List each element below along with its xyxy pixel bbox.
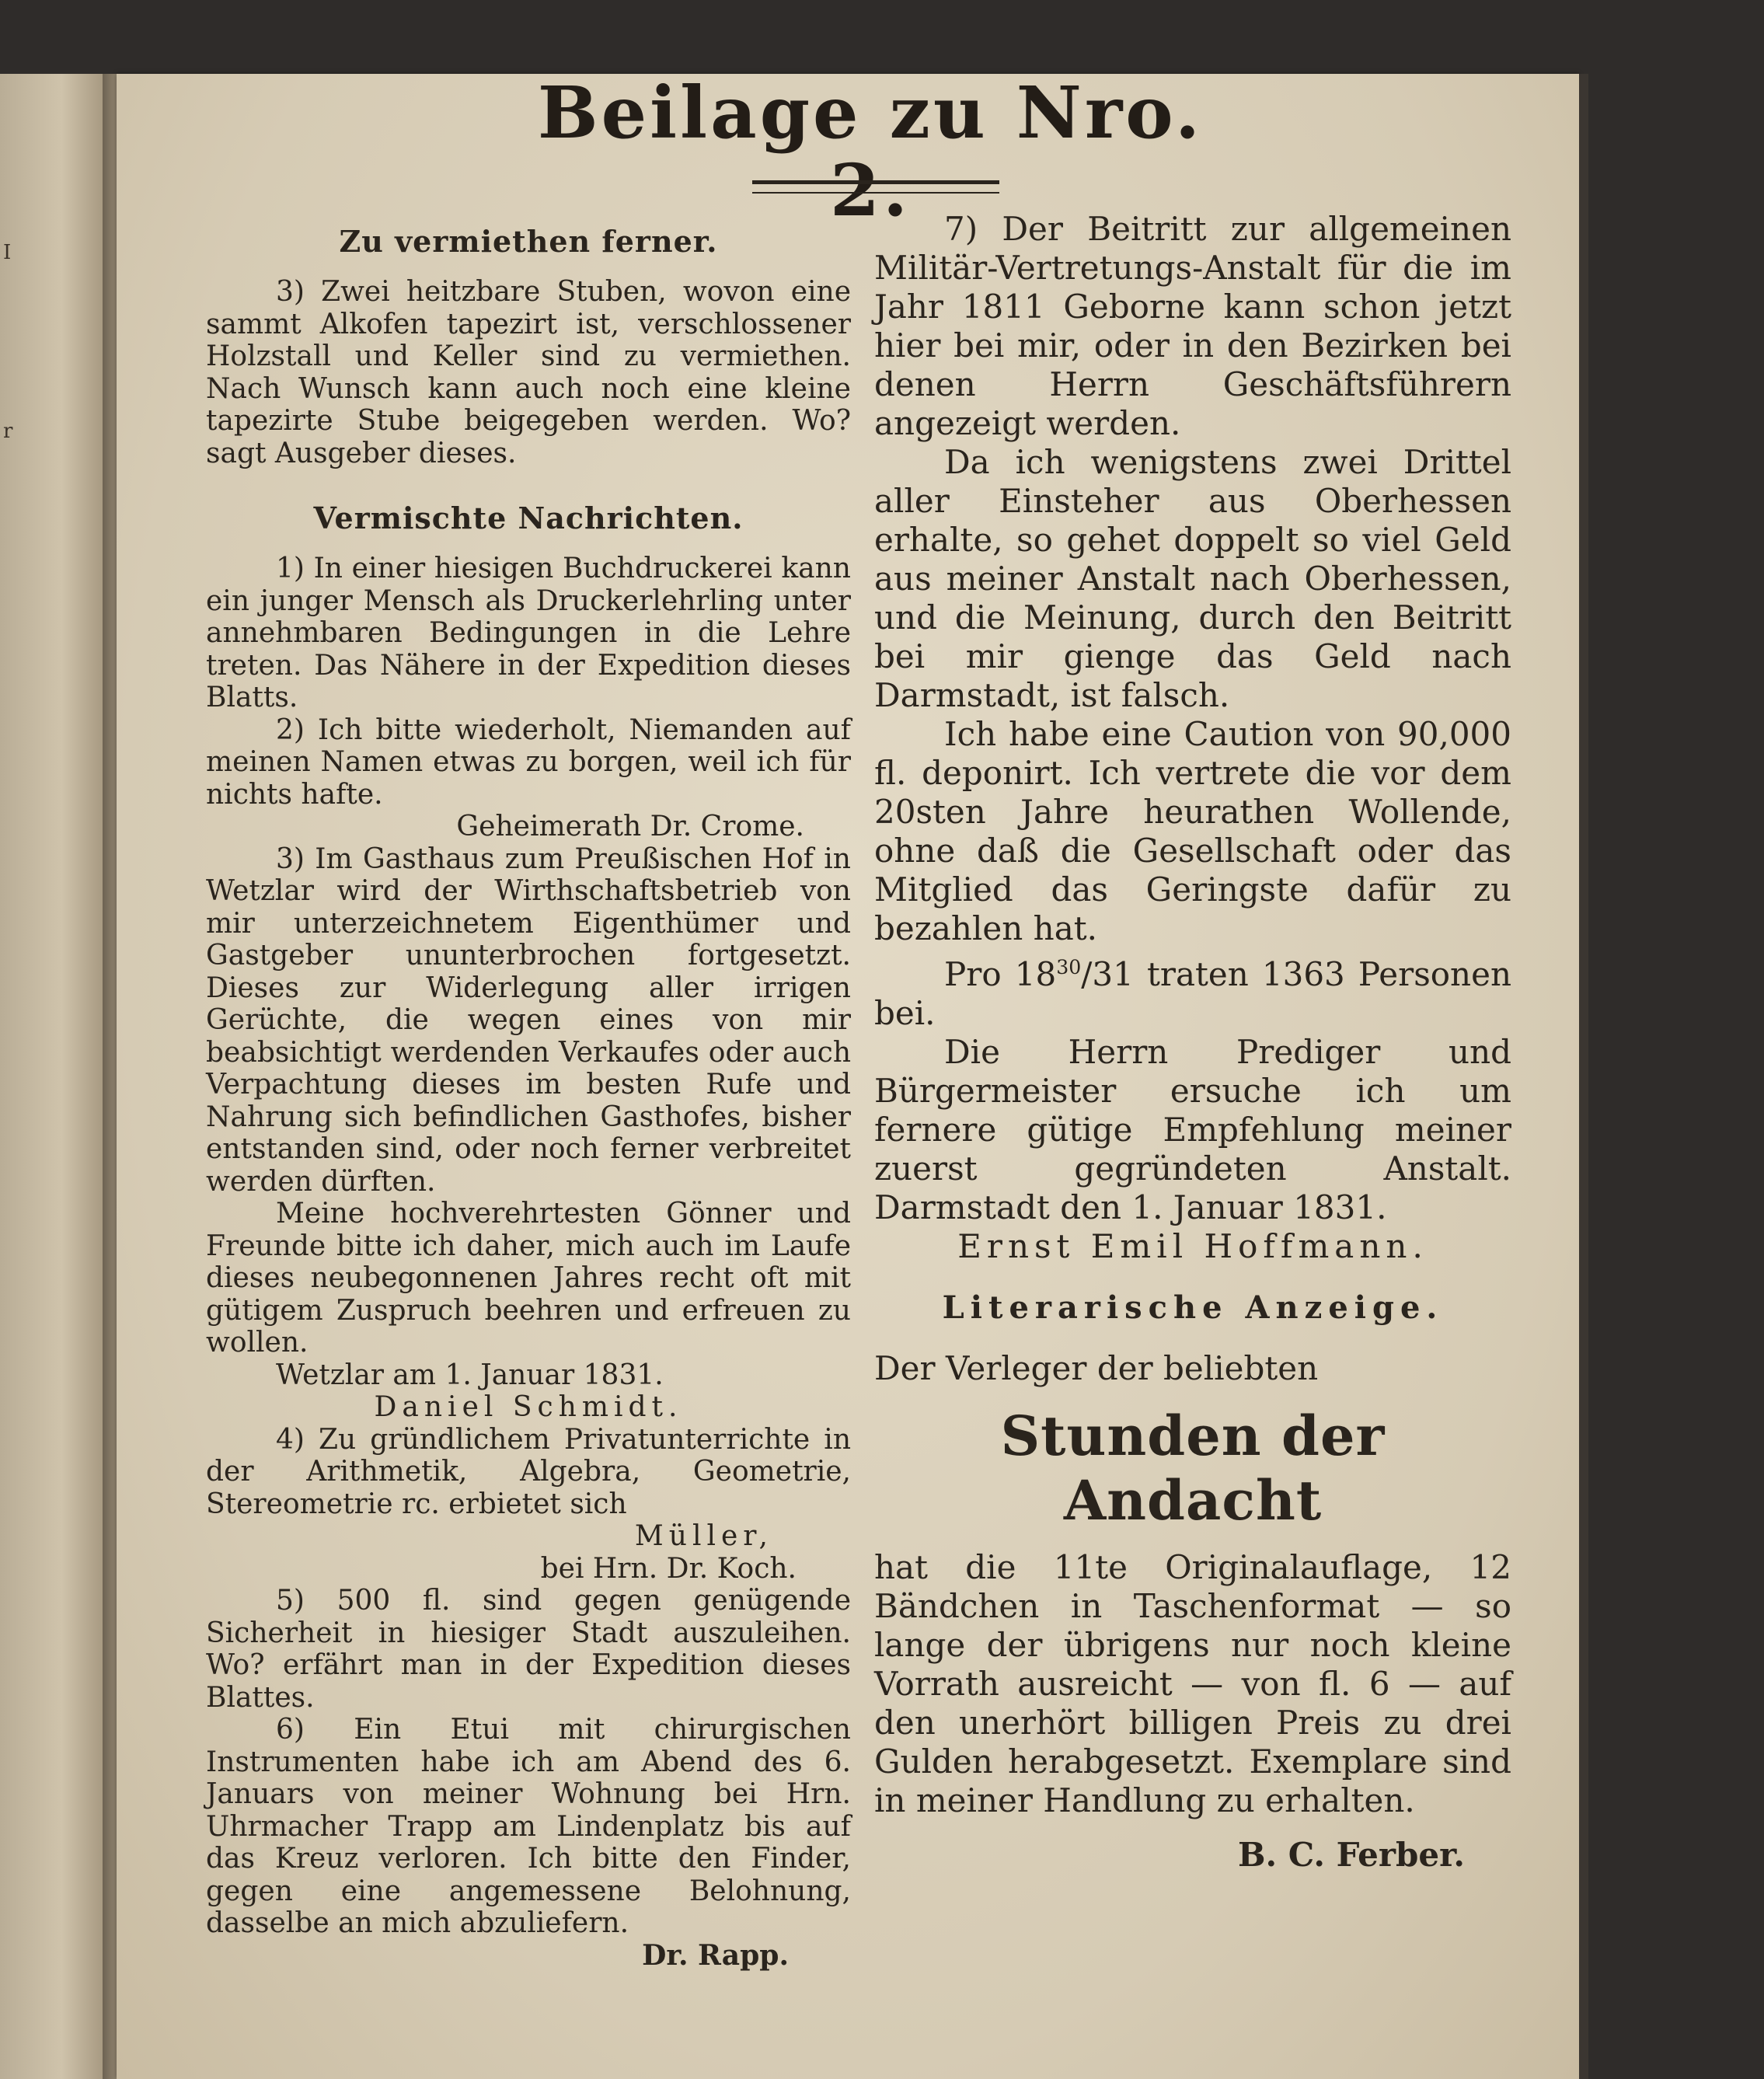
section-heading: Vermischte Nachrichten. bbox=[313, 501, 744, 535]
book-title: Stunden der Andacht bbox=[1000, 1404, 1386, 1533]
notice-2-credit: 2) Ich bitte wiederholt, Niemanden auf meinen Namen etwas zu borgen, weil ich für nichts hafte. bbox=[206, 713, 851, 811]
left-column bbox=[206, 210, 851, 1972]
signature: Ernst Emil Hoffmann. bbox=[957, 1227, 1428, 1265]
statistic-prefix: Pro 18 bbox=[944, 955, 1057, 993]
signature: Dr. Rapp. bbox=[642, 1938, 789, 1972]
signature: Müller, bbox=[634, 1520, 773, 1552]
notice-6-lost: 6) Ein Etui mit chirurgischen Instrumenten habe ich am Abend des 6. Januars von meiner Wohnung bei Hrn. Uhrmacher Trapp am Lindenplatz bis auf das Kreuz verloren. Ich bitte den Finder, gegen eine angemessene Belohnung, dasselbe an mich abzuliefern. bbox=[206, 1714, 851, 1939]
notice-3-inn: 3) Im Gasthaus zum Preußischen Hof in Wetzlar wird der Wirthschaftsbetrieb von mir unterzeichnetem Eigenthümer und Gastgeber ununterbrochen fortgesetzt. Dieses zur Widerlegung aller irrigen Gerüchte, die wegen eines von mir beabsichtigt werdenden Verkaufes oder auch Verpachtung dieses im besten Rufe und Nahrung sich befindlichen Gasthofes, bisher entstanden sind, oder noch ferner verbreitet werden dürften. bbox=[206, 842, 851, 1198]
notice-7-statistic bbox=[874, 948, 1511, 1033]
signature: B. C. Ferber. bbox=[1237, 1836, 1465, 1874]
notice-3-rooms: 3) Zwei heitzbare Stuben, wovon eine sammt Alkofen tapezirt ist, verschlossener Holzstall und Keller sind zu vermiethen. Nach Wunsch kann auch noch eine kleine tapezirte Stube beigegeben werden. Wo? sagt Ausgeber dieses. bbox=[206, 276, 851, 469]
notice-3-inn-cont: Meine hochverehrtesten Gönner und Freunde bitte ich daher, mich auch im Laufe dieses neubegonnenen Jahres recht oft mit gütigem Zuspruch beehren und erfreuen zu wollen. bbox=[206, 1198, 851, 1359]
signature: Geheimerath Dr. Crome. bbox=[456, 811, 804, 842]
masthead-rule bbox=[752, 180, 999, 194]
right-column bbox=[874, 210, 1511, 1875]
page-edge bbox=[1579, 74, 1588, 2079]
notice-5-loan: 5) 500 fl. sind gegen genügende Sicherheit in hiesiger Stadt auszuleihen. Wo? erfährt man in der Expedition dieses Blattes. bbox=[206, 1585, 851, 1714]
masthead: Beilage zu Nro. 2. bbox=[537, 71, 1204, 232]
notice-4-tutoring: 4) Zu gründlichem Privatunterrichte in der Arithmetik, Algebra, Geometrie, Stereometrie rc. erbietet sich bbox=[206, 1423, 851, 1520]
place-date: Wetzlar am 1. Januar 1831. bbox=[276, 1359, 664, 1391]
facing-page-edge bbox=[0, 74, 103, 2079]
section-heading: Zu vermiethen ferner. bbox=[339, 224, 718, 259]
notice-7-paragraph: Die Herrn Prediger und Bürgermeister ersuche ich um fernere gütige Empfehlung meiner zuerst gegründeten Anstalt. Darmstadt den 1. Januar 1831. bbox=[874, 1033, 1511, 1226]
notice-1-apprentice: 1) In einer hiesigen Buchdruckerei kann ein junger Mensch als Druckerlehrling unter annehmbaren Bedingungen in die Lehre treten. Das Nähere in der Expedition dieses Blatts. bbox=[206, 553, 851, 713]
statistic-superscript: 30 bbox=[1056, 956, 1082, 978]
literary-body: hat die 11te Originalauflage, 12 Bändchen in Taschenformat — so lange der übrigens nur noch kleine Vorrath ausreicht — von fl. 6 — auf den unerhört billigen Preis zu drei Gulden herabgesetzt. Exemplare sind in meiner Handlung zu erhalten. bbox=[874, 1548, 1511, 1819]
margin-letter: r bbox=[3, 420, 13, 443]
signature: Daniel Schmidt. bbox=[374, 1391, 683, 1423]
margin-letter: I bbox=[3, 241, 12, 264]
section-heading: Literarische Anzeige. bbox=[942, 1289, 1444, 1326]
signature-address: bei Hrn. Dr. Koch. bbox=[540, 1552, 797, 1585]
notice-7-paragraph: Ich habe eine Caution von 90,000 fl. deponirt. Ich vertrete die vor dem 20sten Jahre heurathen Wollende, ohne daß die Gesellschaft oder das Mitglied das Geringste dafür zu bezahlen hat. bbox=[874, 715, 1511, 947]
statistic-suffix: /31 traten 1363 Personen bei. bbox=[874, 955, 1511, 1032]
notice-7-paragraph: Da ich wenigstens zwei Drittel aller Einsteher aus Oberhessen erhalte, so gehet doppelt so viel Geld aus meiner Anstalt nach Oberhessen, und die Meinung, durch den Beitritt bei mir gienge das Geld nach Darmstadt, ist falsch. bbox=[874, 443, 1511, 714]
literary-intro: Der Verleger der beliebten bbox=[874, 1349, 1319, 1387]
notice-7-military: 7) Der Beitritt zur allgemeinen Militär-Vertretungs-Anstalt für die im Jahr 1811 Geborne kann schon jetzt hier bei mir, oder in den Bezirken bei denen Herrn Geschäftsführern angezeigt werden. bbox=[874, 210, 1511, 442]
